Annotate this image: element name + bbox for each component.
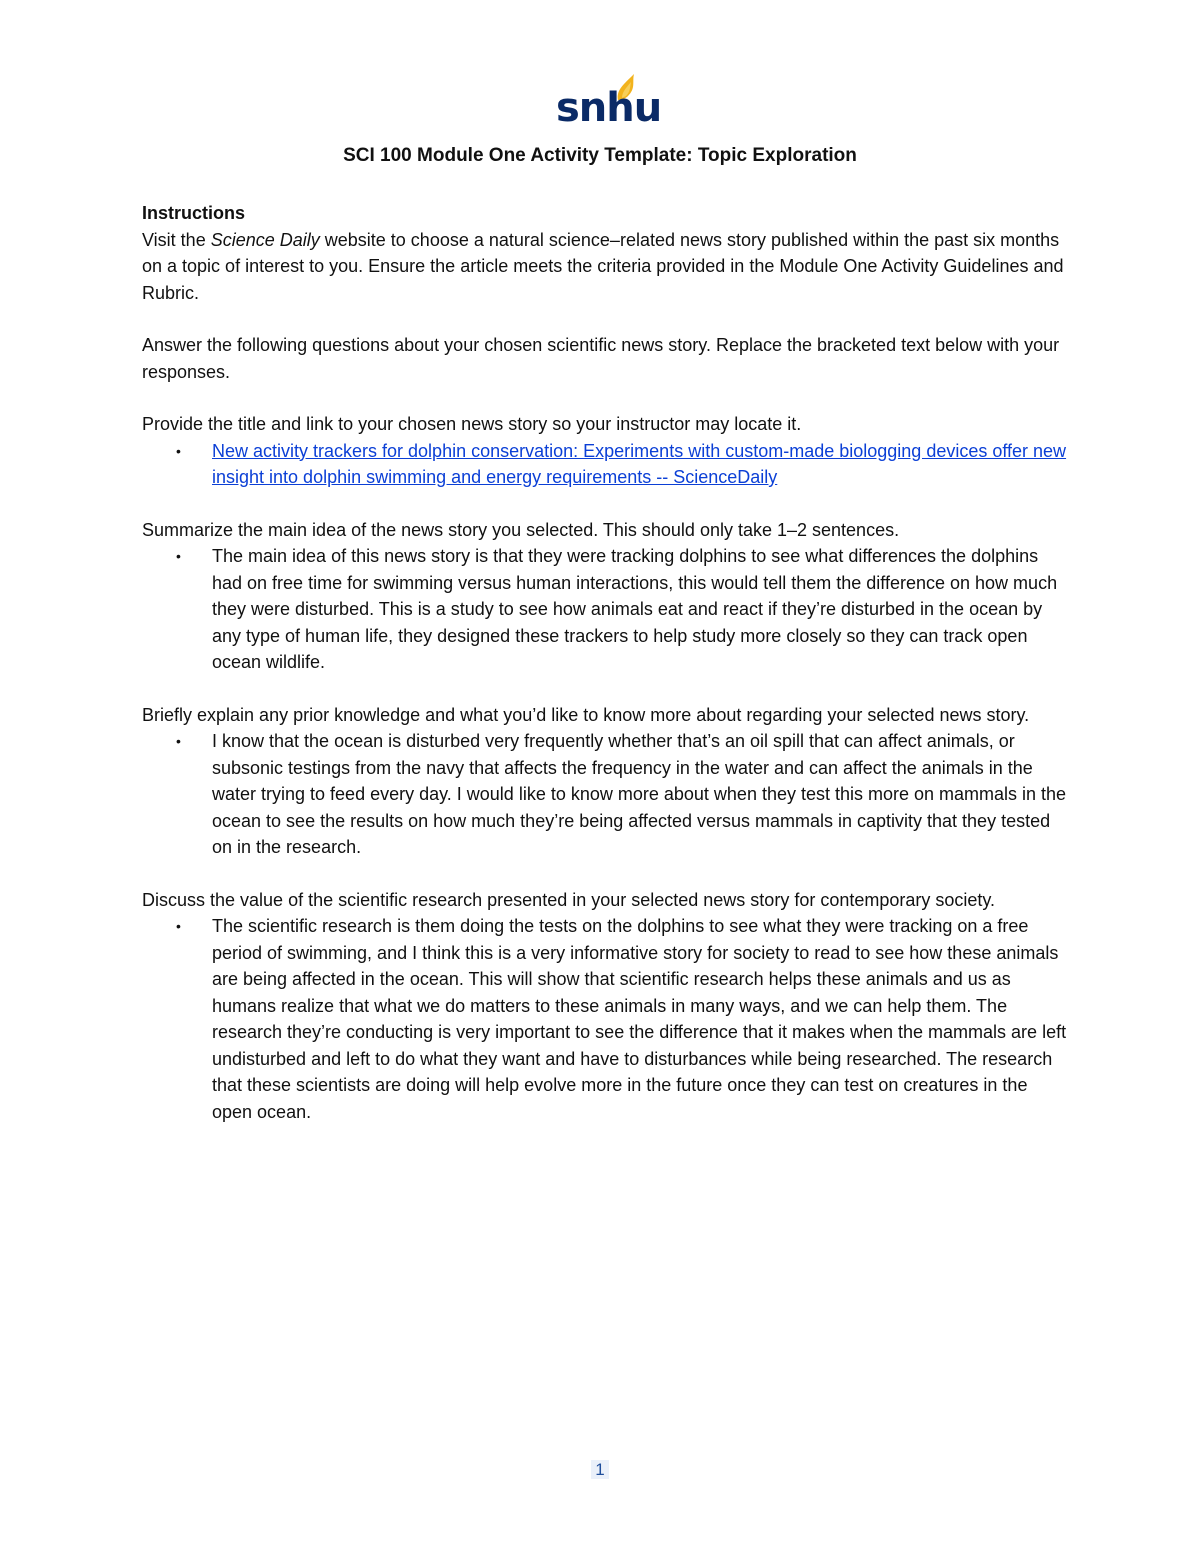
question-research-value: Discuss the value of the scientific research presented in your selected news story for contemporary society. [142, 889, 996, 910]
instructions-heading: Instructions [142, 203, 246, 223]
bullet-icon: • [176, 548, 181, 564]
answer-list [142, 543, 1072, 676]
instructions-paragraph [142, 227, 1072, 307]
instructions-text-end: website to choose a natural science–related news story published within the past six months on a topic of interest to you. Ensure the article meets the criteria provided in the Module One Activity Guidelines and Rubric. [142, 229, 1064, 303]
list-item [142, 438, 1072, 491]
news-story-link[interactable]: New activity trackers for dolphin conservation: Experiments with custom-made biologging devices offer new insight into dolphin swimming and energy requirements -- ScienceDaily [212, 440, 1067, 487]
answer-main-idea: The main idea of this news story is that they were tracking dolphins to see what differences the dolphins had on free time for swimming versus human interactions, this would tell them the difference on how much they were disturbed. This is a study to see how animals eat and react if they’re disturbed in the ocean by any type of human life, they designed these trackers to help study more closely so they can track open ocean wildlife. [212, 546, 1058, 672]
list-item [142, 728, 1072, 861]
logo-text: snhu [556, 85, 662, 131]
question-title-link: Provide the title and link to your chosen news story so your instructor may locate it. [142, 414, 802, 434]
bullet-icon: • [176, 733, 181, 749]
list-item [142, 543, 1072, 676]
snhu-logo [556, 72, 662, 134]
list-item [142, 913, 1072, 1125]
instructions-text-start: Visit the [142, 229, 211, 250]
bullet-icon: • [176, 918, 181, 934]
bullet-icon: • [176, 442, 181, 459]
answer-research-value: The scientific research is them doing the tests on the dolphins to see what they were tracking on a free period of swimming, and I think this is a very informative story for society to read to see how these animals are being affected in the ocean. This will show that scientific research helps these animals and us as humans realize that what we do matters to these animals in many ways, and we can help them. The research they’re conducting is very important to see the difference that it makes when the mammals are left undisturbed and left to do what they want and have to disturbances while being researched. The research that these scientists are doing will help evolve more in the future once they can test on creatures in the open ocean. [212, 916, 1067, 1122]
page-number-value: 1 [591, 1460, 608, 1479]
question-prior-knowledge: Briefly explain any prior knowledge and what you’d like to know more about regarding your selected news story. [142, 704, 1030, 725]
page-number [0, 1460, 1200, 1480]
document-body [142, 200, 1072, 1125]
answer-instructions: Answer the following questions about your chosen scientific news story. Replace the bracketed text below with your responses. [142, 335, 1060, 382]
answer-prior-knowledge: I know that the ocean is disturbed very frequently whether that’s an oil spill that can affect animals, or subsonic testings from the navy that affects the frequency in the water and can affect the animals in the water trying to feed every day. I would like to know more about when they test this more on mammals in the ocean to see the results on how much they’re being affected versus mammals in captivity that they tested on in the research. [212, 731, 1067, 857]
question-main-idea: Summarize the main idea of the news story you selected. This should only take 1–2 sentences. [142, 519, 900, 540]
answer-list [142, 913, 1072, 1125]
answer-list [142, 438, 1072, 491]
answer-list [142, 728, 1072, 861]
page-title: SCI 100 Module One Activity Template: Topic Exploration [343, 145, 857, 166]
science-daily-name: Science Daily [210, 229, 320, 250]
